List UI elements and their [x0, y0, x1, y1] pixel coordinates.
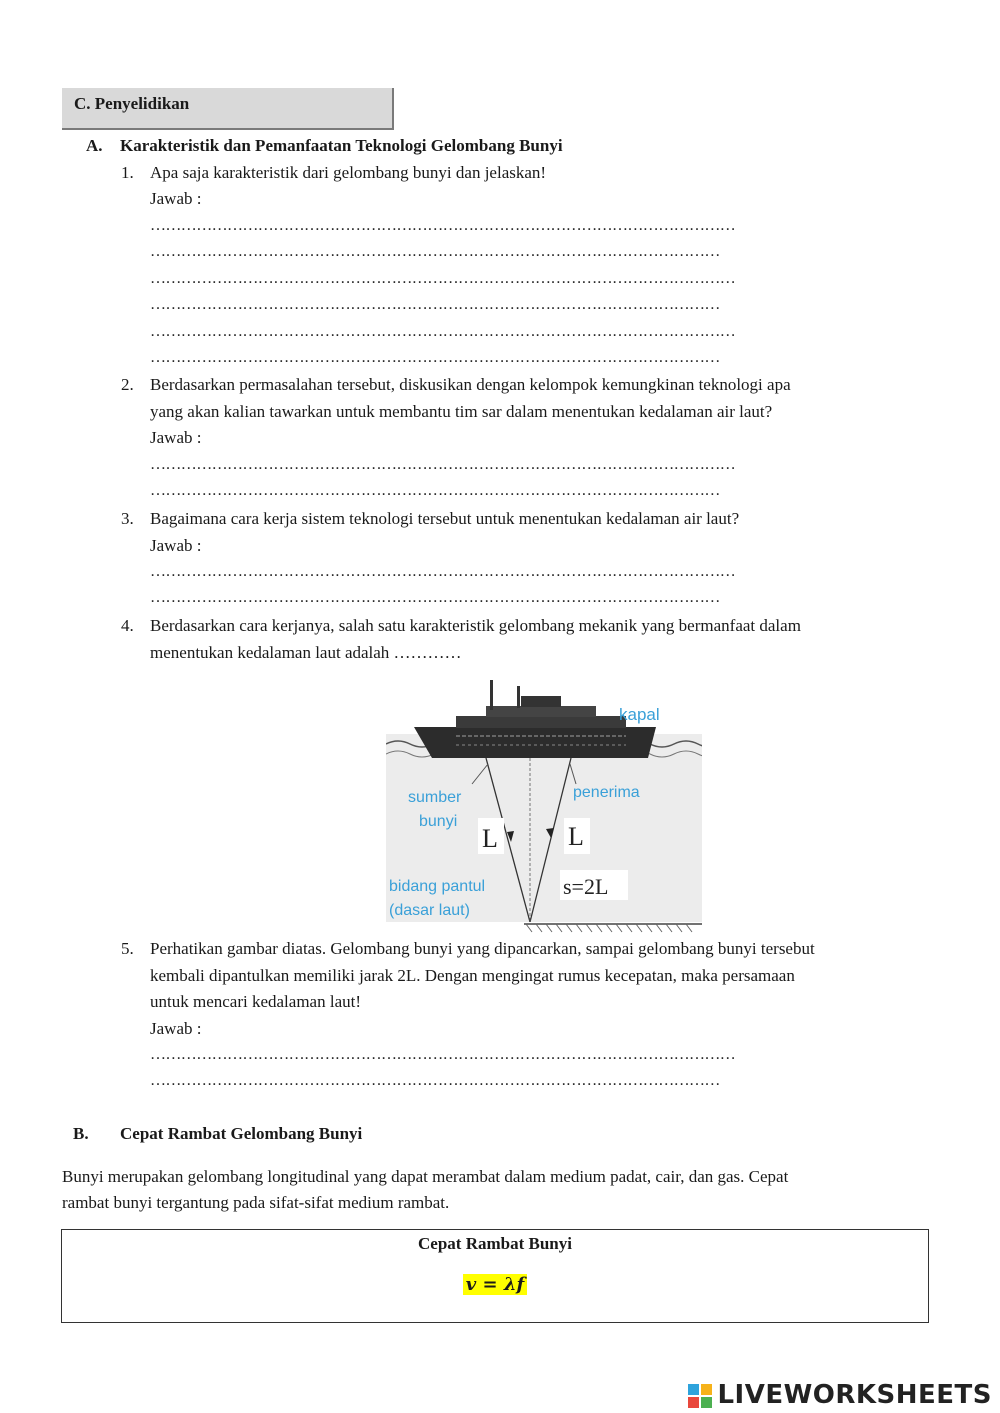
question-5-text: Perhatikan gambar diatas. Gelombang bunyi yang dipancarkan, sampai gelombang bunyi tersebut — [150, 939, 815, 958]
brand-logo — [687, 1380, 992, 1410]
section-header-title: C. Penyelidikan — [74, 94, 190, 113]
question-2-text: Berdasarkan permasalahan tersebut, diskusikan dengan kelompok kemungkinan teknologi apa — [150, 375, 791, 394]
question-2-number: 2. — [121, 375, 134, 394]
figure-label-bunyi: bunyi — [419, 813, 458, 830]
answer-line[interactable]: …………………………………………………………………………………………………… — [150, 563, 736, 580]
answer-line[interactable]: …………………………………………………………………………………………………… — [150, 456, 736, 473]
figure-label-sumber: sumber — [408, 789, 462, 806]
answer-line[interactable]: ………………………………………………………………………………………………… — [150, 589, 720, 606]
formula: v = λf — [463, 1274, 527, 1295]
answer-line[interactable]: …………………………………………………………………………………………………… — [150, 1046, 736, 1063]
answer-line[interactable]: …………………………………………………………………………………………………… — [150, 323, 736, 340]
question-5-text: untuk mencari kedalaman laut! — [150, 992, 361, 1011]
figure-label-l-left: L — [482, 824, 498, 853]
question-4-text[interactable]: menentukan kedalaman laut adalah ………… — [150, 643, 462, 662]
answer-line[interactable]: ………………………………………………………………………………………………… — [150, 243, 720, 260]
answer-label: Jawab : — [150, 428, 202, 447]
answer-line[interactable]: …………………………………………………………………………………………………… — [150, 270, 736, 287]
answer-label: Jawab : — [150, 536, 202, 555]
formula-title: Cepat Rambat Bunyi — [418, 1234, 572, 1253]
question-5-text: kembali dipantulkan memiliki jarak 2L. Dengan mengingat rumus kecepatan, maka persamaan — [150, 966, 795, 985]
section-b-paragraph: rambat bunyi tergantung pada sifat-sifat medium rambat. — [62, 1193, 450, 1212]
section-header — [62, 88, 394, 130]
answer-label: Jawab : — [150, 189, 202, 208]
answer-line[interactable]: ………………………………………………………………………………………………… — [150, 349, 720, 366]
brand-name: LIVEWORKSHEETS — [717, 1380, 992, 1410]
figure-label-l-right: L — [568, 822, 584, 851]
sonar-diagram — [386, 672, 702, 934]
section-b-title: Cepat Rambat Gelombang Bunyi — [120, 1124, 363, 1143]
section-b-paragraph: Bunyi merupakan gelombang longitudinal yang dapat merambat dalam medium padat, cair, dan gas. Cepat — [62, 1167, 789, 1186]
answer-label: Jawab : — [150, 1019, 202, 1038]
sonar-figure — [386, 672, 702, 934]
figure-label-kapal: kapal — [619, 705, 660, 724]
section-b-heading — [73, 1124, 362, 1144]
answer-line[interactable]: ………………………………………………………………………………………………… — [150, 296, 720, 313]
figure-label-bidang: bidang pantul — [389, 878, 486, 895]
section-b-label: B. — [73, 1124, 89, 1143]
question-4-number: 4. — [121, 616, 134, 635]
formula-box — [61, 1229, 929, 1323]
question-1-text: Apa saja karakteristik dari gelombang bunyi dan jelaskan! — [150, 163, 547, 182]
answer-line[interactable]: ………………………………………………………………………………………………… — [150, 482, 720, 499]
section-a-heading — [86, 136, 563, 156]
question-3-number: 3. — [121, 509, 134, 528]
question-3-text: Bagaimana cara kerja sistem teknologi tersebut untuk menentukan kedalaman air laut? — [150, 509, 740, 528]
answer-line[interactable]: ………………………………………………………………………………………………… — [150, 1072, 720, 1089]
question-5-number: 5. — [121, 939, 134, 958]
question-4-text: Berdasarkan cara kerjanya, salah satu karakteristik gelombang mekanik yang bermanfaat dalam — [150, 616, 801, 635]
brand-icon — [687, 1383, 713, 1409]
section-a-title: Karakteristik dan Pemanfaatan Teknologi Gelombang Bunyi — [120, 136, 563, 155]
section-a-label: A. — [86, 136, 103, 155]
figure-label-dasar: (dasar laut) — [389, 902, 470, 919]
figure-label-s: s=2L — [563, 874, 609, 899]
question-2-text: yang akan kalian tawarkan untuk membantu tim sar dalam menentukan kedalaman air laut? — [150, 402, 773, 421]
figure-label-penerima: penerima — [573, 784, 640, 801]
question-1-number: 1. — [121, 163, 134, 182]
answer-line[interactable]: …………………………………………………………………………………………………… — [150, 217, 736, 234]
